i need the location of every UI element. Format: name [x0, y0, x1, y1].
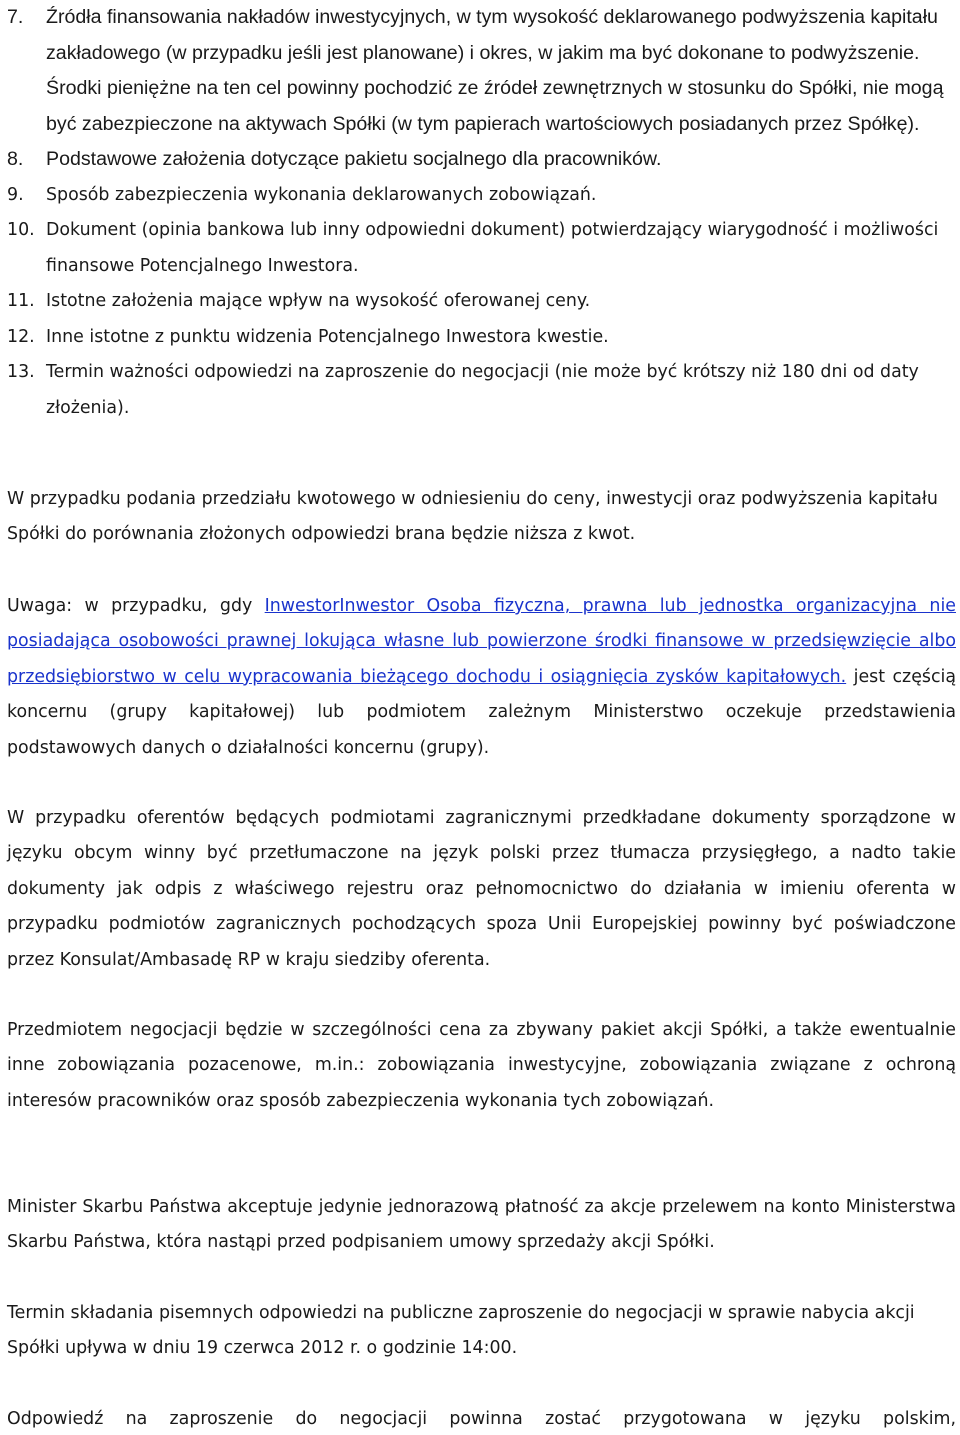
payment-paragraph: [0, 1190, 960, 1261]
list-item-9: [0, 178, 960, 214]
deadline-paragraph: [0, 1296, 960, 1367]
list-item-number: 8.: [7, 148, 24, 170]
list-item-number: 13.: [7, 362, 35, 382]
paragraph-text: Przedmiotem negocjacji będzie w szczególności cena za zbywany pakiet akcji Spółki, a także ewentualnie inne zobowiązania pozacenowe, m.in.: zobowiązania inwestycyjne, zobowiązania związane z ochroną interesów pracowników oraz sposób zabezpieczenia wykonania tych zobowiązań.: [7, 1020, 956, 1111]
language-paragraph: [0, 1402, 960, 1435]
list-item-text: Podstawowe założenia dotyczące pakietu socjalnego dla pracowników.: [46, 148, 662, 170]
list-item-7: [0, 0, 960, 142]
list-item-10: [0, 213, 960, 284]
paragraph-text: Minister Skarbu Państwa akceptuje jedynie jednorazową płatność za akcje przelewem na konto Ministerstwa Skarbu Państwa, która nastąpi przed podpisaniem umowy sprzedaży akcji Spółki.: [7, 1197, 956, 1253]
note-suffix: jest częścią koncernu (grupy kapitałowej) lub podmiotem zależnym Ministerstwo oczekuje przedstawienia podstawowych danych o działalności koncernu (grupy).: [7, 666, 956, 758]
list-item-text: Źródła finansowania nakładów inwestycyjnych, w tym wysokość deklarowanego podwyższenia kapitału zakładowego (w przypadku jeśli jest planowane) i okres, w jakim ma być dokonane to podwyższenie. Środki pieniężne na ten cel powinny pochodzić ze źródeł zewnętrznych w stosunku do Spółki, nie mogą być zabezpieczone na aktywach Spółki (w tym papierach wartościowych posiadanych przez Spółkę).: [46, 6, 944, 135]
list-item-number: 12.: [7, 326, 35, 347]
requirements-list: [0, 0, 960, 426]
list-item-11: [0, 284, 960, 320]
list-item-text: Istotne założenia mające wpływ na wysokość oferowanej ceny.: [46, 291, 591, 311]
list-item-text: Termin ważności odpowiedzi na zaproszenie do negocjacji (nie może być krótszy niż 180 dni od daty złożenia).: [46, 362, 919, 418]
list-item-number: 9.: [7, 184, 24, 205]
list-item-text: Sposób zabezpieczenia wykonania deklarowanych zobowiązań.: [46, 184, 597, 205]
list-item-13: [0, 355, 960, 426]
price-range-paragraph: [0, 482, 960, 553]
paragraph-text: Termin składania pisemnych odpowiedzi na publiczne zaproszenie do negocjacji w sprawie nabycia akcji Spółki upływa w dniu 19 czerwca 2012 r. o godzinie 14:00.: [7, 1303, 915, 1359]
investor-definition-link[interactable]: InwestorInwestor Osoba fizyczna, prawna lub jednostka organizacyjna nie posiadająca osobowości prawnej lokująca własne lub powierzone środki finansowe w przedsięwzięcie albo przedsiębiorstwo w celu wypracowania bieżącego dochodu i osiągnięcia zysków kapitałowych.: [7, 596, 956, 687]
list-item-text: Inne istotne z punktu widzenia Potencjalnego Inwestora kwestie.: [46, 326, 609, 347]
list-item-text: Dokument (opinia bankowa lub inny odpowiedni dokument) potwierdzający wiarygodność i możliwości finansowe Potencjalnego Inwestora.: [46, 220, 939, 276]
list-item-number: 7.: [7, 6, 24, 28]
list-item-number: 10.: [7, 220, 35, 240]
note-prefix: Uwaga: w przypadku, gdy: [7, 596, 265, 616]
list-item-number: 11.: [7, 291, 35, 311]
paragraph-text: W przypadku oferentów będących podmiotami zagranicznymi przedkładane dokumenty sporządzone w języku obcym winny być przetłumaczone na język polski przez tłumacza przysięgłego, a nadto takie dokumenty jak odpis z właściwego rejestru oraz pełnomocnictwo do działania w imieniu oferenta w przypadku podmiotów zagranicznych pochodzących spoza Unii Europejskiej powinny być poświadczone przez Konsulat/Ambasadę RP w kraju siedziby oferenta.: [7, 808, 956, 970]
negotiation-subject-paragraph: [0, 1013, 960, 1119]
list-item-12: [0, 320, 960, 356]
paragraph-text: W przypadku podania przedziału kwotowego w odniesieniu do ceny, inwestycji oraz podwyższenia kapitału Spółki do porównania złożonych odpowiedzi brana będzie niższa z kwot.: [7, 489, 938, 545]
paragraph-text: Odpowiedź na zaproszenie do negocjacji powinna zostać przygotowana w języku polskim,: [7, 1409, 956, 1429]
note-paragraph: [0, 589, 960, 766]
list-item-8: [0, 142, 960, 178]
foreign-entities-paragraph: [0, 801, 960, 978]
